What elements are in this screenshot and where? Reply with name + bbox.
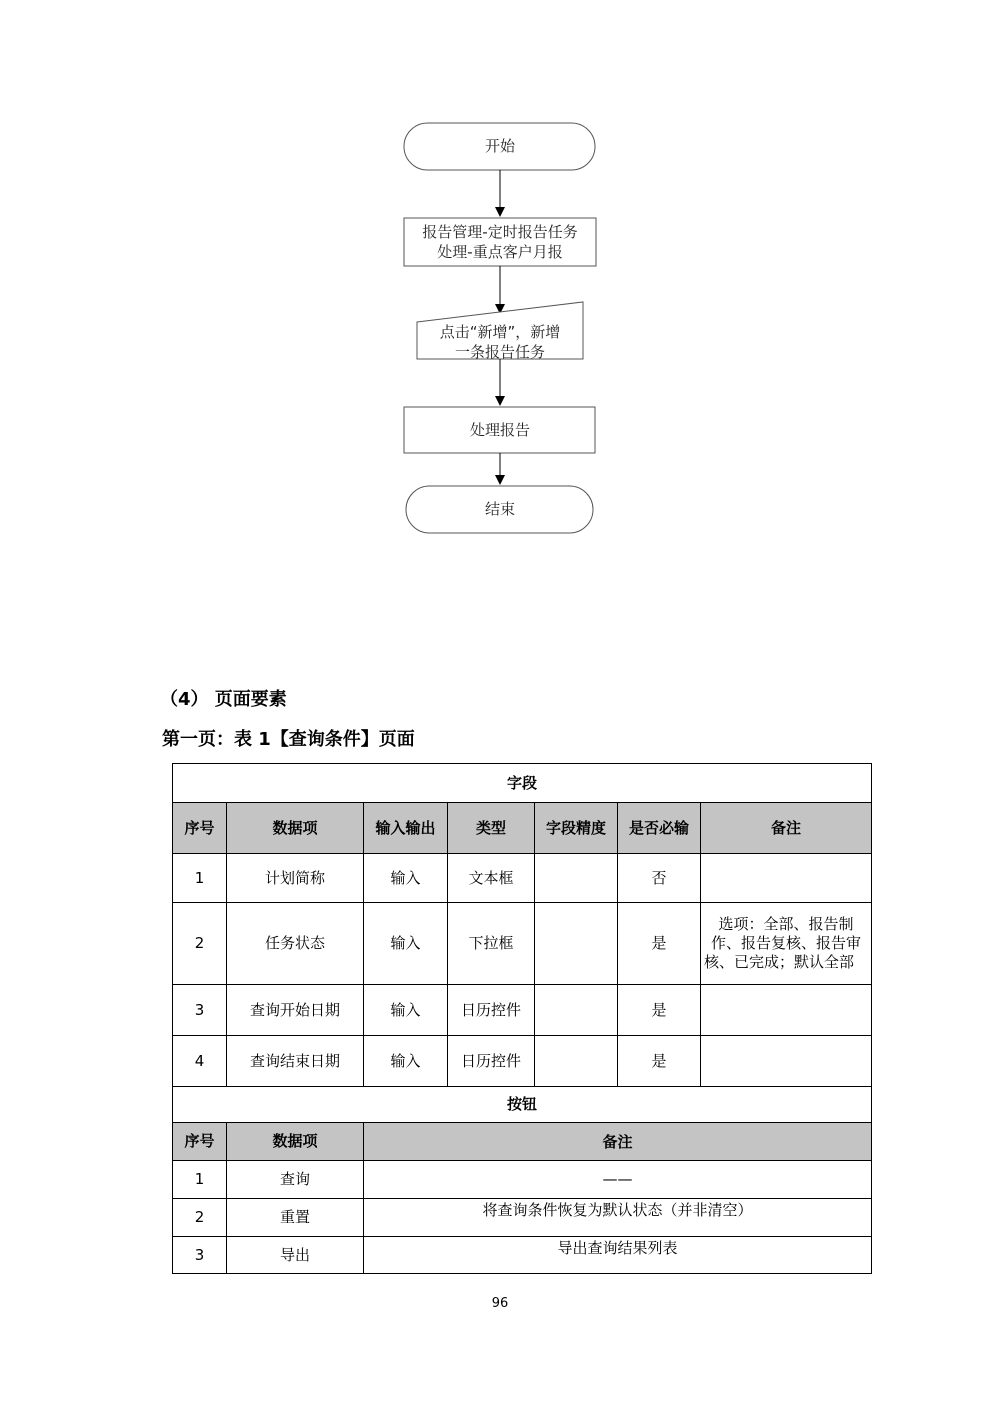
required-cell: 是 (618, 985, 701, 1036)
header-cell: 数据项 (227, 1123, 364, 1161)
io-cell: 输入 (364, 854, 448, 903)
start-label: 开始 (484, 137, 516, 155)
table-title: 第一页：表 1【查询条件】页面 (162, 729, 415, 750)
precision-cell (535, 903, 618, 985)
table-row (173, 1161, 872, 1199)
table-row (173, 1199, 872, 1237)
header-cell: 备注 (701, 803, 872, 854)
note-cell: —— (364, 1161, 872, 1199)
fields-section-label: 字段 (173, 764, 872, 803)
note-cell (701, 854, 872, 903)
row-number: 2 (173, 1199, 227, 1237)
step1-label-line2: 处理-重点客户月报 (437, 243, 563, 261)
table-row (173, 1237, 872, 1274)
precision-cell (535, 1036, 618, 1087)
table-row (173, 903, 872, 985)
page-elements-table (172, 763, 872, 1274)
header-cell: 序号 (173, 803, 227, 854)
type-cell: 下拉框 (448, 903, 535, 985)
required-cell: 否 (618, 854, 701, 903)
table-row (173, 985, 872, 1036)
step2-label-line1: 点击“新增”，新增 (439, 323, 561, 341)
note-cell: 选项：全部、报告制作、报告复核、报告审核、已完成；默认全部 (701, 903, 872, 985)
data-item: 查询开始日期 (227, 985, 364, 1036)
end-label: 结束 (484, 500, 516, 518)
note-cell: 导出查询结果列表 (364, 1237, 872, 1274)
note-cell: 将查询条件恢复为默认状态（并非清空） (364, 1199, 872, 1237)
page-number: 96 (491, 1296, 509, 1311)
row-number: 4 (173, 1036, 227, 1087)
buttons-section-label: 按钮 (173, 1087, 872, 1123)
row-number: 3 (173, 1237, 227, 1274)
header-cell: 备注 (364, 1123, 872, 1161)
data-item: 计划简称 (227, 854, 364, 903)
flowchart (0, 0, 1000, 560)
buttons-section-row (173, 1087, 872, 1123)
header-cell: 类型 (448, 803, 535, 854)
required-cell: 是 (618, 903, 701, 985)
fields-section-row (173, 764, 872, 803)
precision-cell (535, 985, 618, 1036)
precision-cell (535, 854, 618, 903)
buttons-header-row (173, 1123, 872, 1161)
row-number: 3 (173, 985, 227, 1036)
note-cell (701, 1036, 872, 1087)
data-item: 查询结束日期 (227, 1036, 364, 1087)
header-cell: 输入输出 (364, 803, 448, 854)
type-cell: 文本框 (448, 854, 535, 903)
step1-label-line1: 报告管理-定时报告任务 (422, 223, 578, 241)
step3-label: 处理报告 (469, 421, 531, 439)
io-cell: 输入 (364, 903, 448, 985)
io-cell: 输入 (364, 1036, 448, 1087)
button-item: 查询 (227, 1161, 364, 1199)
required-cell: 是 (618, 1036, 701, 1087)
io-cell: 输入 (364, 985, 448, 1036)
header-cell: 是否必输 (618, 803, 701, 854)
row-number: 2 (173, 903, 227, 985)
table-row (173, 1036, 872, 1087)
button-item: 导出 (227, 1237, 364, 1274)
step2-label-line2: 一条报告任务 (454, 343, 546, 361)
data-item: 任务状态 (227, 903, 364, 985)
fields-header-row (173, 803, 872, 854)
header-cell: 序号 (173, 1123, 227, 1161)
row-number: 1 (173, 1161, 227, 1199)
header-cell: 数据项 (227, 803, 364, 854)
note-cell (701, 985, 872, 1036)
table-row (173, 854, 872, 903)
section-title: （4） 页面要素 (160, 689, 287, 710)
button-item: 重置 (227, 1199, 364, 1237)
type-cell: 日历控件 (448, 1036, 535, 1087)
row-number: 1 (173, 854, 227, 903)
type-cell: 日历控件 (448, 985, 535, 1036)
header-cell: 字段精度 (535, 803, 618, 854)
